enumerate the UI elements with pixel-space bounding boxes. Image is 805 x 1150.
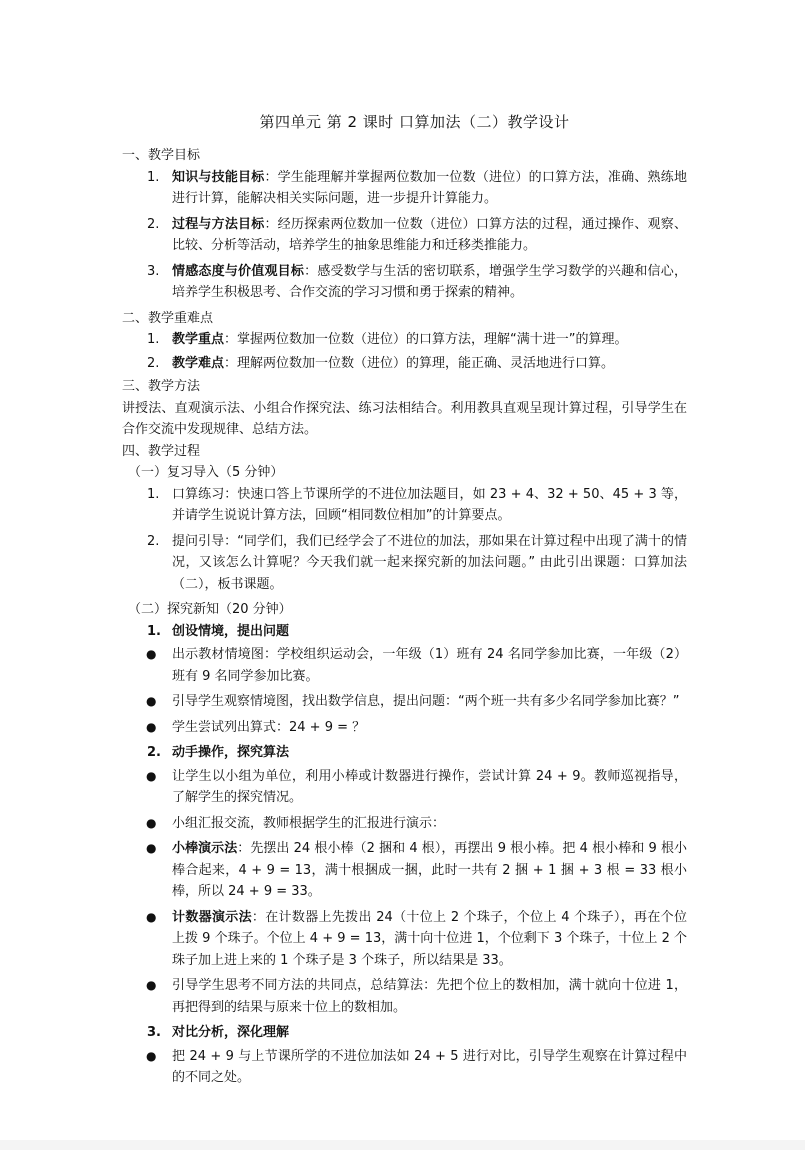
item-label: 过程与方法目标 [172,216,265,232]
bullet-dot-icon: ● [146,841,157,855]
bullet-item [122,691,687,713]
bullet-dot-icon: ● [146,647,157,661]
step-title: 创设情境，提出问题 [172,623,290,639]
subsection-heading-explore: （二）探究新知（20 分钟） [128,602,292,617]
bullet-text: ：在计数器上先拨出 24（十位上 2 个珠子，个位上 4 个珠子），再在个位上拨 9 个珠子。个位上 4 + 9 = 13，满十向十位进 1，个位剩下 3 个珠子，十位上 2 个珠子加上进上来的 1 个珠子是 3 个珠子，所以结果是 33。 [172,909,687,968]
item-text: ：掌握两位数加一位数（进位）的口算方法，理解“满十进一”的算理。 [224,332,628,347]
section-heading-process: 四、教学过程 [122,443,201,459]
step-title: 对比分析，深化理解 [172,1025,290,1040]
list-number: 3. [147,1025,161,1040]
bullet-dot-icon: ● [146,978,157,992]
bullet-item [122,813,687,835]
list-item [122,214,687,257]
list-number: 3. [147,263,160,279]
section-heading-methods: 三、教学方法 [122,379,201,394]
bullet-dot-icon: ● [146,768,157,783]
bullet-item [122,766,687,809]
bullet-label: 小棒演示法 [172,841,238,856]
bullet-text: 把 24 + 9 与上节课所学的不进位加法如 24 + 5 进行对比，引导学生观察在计算过程中的不同之处。 [172,1048,687,1085]
list-item [122,329,687,351]
item-text: ：理解两位数加一位数（进位）的算理，能正确、灵活地进行口算。 [224,355,615,371]
bullet-dot-icon: ● [146,694,157,708]
bullet-label: 计数器演示法 [172,909,252,925]
subsection-heading-review: （一）复习导入（5 分钟） [128,465,284,480]
list-number: 1. [147,169,160,185]
list-item [122,261,687,304]
step-heading [122,742,687,764]
item-text: 口算练习：快速口答上节课所学的不进位加法题目，如 23 + 4、32 + 50、45 + 3 等，并请学生说说计算方法，回顾“相同数位相加”的计算要点。 [172,486,687,523]
list-number: 2. [147,216,160,232]
item-label: 教学重点 [172,332,225,347]
bullet-item [122,907,687,972]
bullet-item [122,975,687,1018]
list-number: 1. [147,486,160,502]
item-text: ：感受数学与生活的密切联系，增强学生学习数学的兴趣和信心，培养学生积极思考、合作交流的学习习惯和勇于探索的精神。 [172,263,687,300]
bullet-text: 学生尝试列出算式：24 + 9 = ？ [172,719,366,735]
item-text: 提问引导：“同学们，我们已经学会了不进位的加法，那如果在计算过程中出现了满十的情况，又该怎么计算呢？今天我们就一起来探究新的加法问题。” 由此引出课题：口算加法（二），板书课题。 [172,533,687,592]
item-label: 教学难点 [172,355,225,371]
item-label: 知识与技能目标 [172,169,265,185]
step-heading [122,1022,687,1044]
bullet-text: 让学生以小组为单位，利用小棒或计数器进行操作，尝试计算 24 + 9。教师巡视指导，了解学生的探究情况。 [172,768,687,805]
bullet-item [122,838,687,903]
bullet-item [122,717,687,739]
list-number: 2. [147,355,160,371]
bullet-dot-icon: ● [146,1048,157,1063]
bullet-dot-icon: ● [146,719,157,734]
bullet-dot-icon: ● [146,815,157,830]
bullet-text: 引导学生思考不同方法的共同点，总结算法：先把个位上的数相加，满十就向十位进 1，再把得到的结果与原来十位上的数相加。 [172,978,687,1015]
document-body [122,111,687,1093]
page-title: 第四单元 第 2 课时 口算加法（二）教学设计 [259,113,570,131]
list-number: 1. [147,623,161,639]
item-text: ：学生能理解并掌握两位数加一位数（进位）的口算方法，准确、熟练地进行计算，能解决相关实际问题，进一步提升计算能力。 [172,169,687,206]
bullet-dot-icon: ● [146,909,157,924]
list-item [122,484,687,527]
step-title: 动手操作，探究算法 [172,745,290,760]
section-heading-goals: 一、教学目标 [122,148,201,163]
methods-paragraph: 讲授法、直观演示法、小组合作探究法、练习法相结合。利用教具直观呈现计算过程，引导学生在合作交流中发现规律、总结方法。 [122,400,687,437]
step-heading [122,621,687,643]
list-number: 2. [147,745,161,760]
bullet-item [122,1046,687,1089]
bullet-text: 出示教材情境图：学校组织运动会，一年级（1）班有 24 名同学参加比赛，一年级（2）班有 9 名同学参加比赛。 [172,647,687,684]
list-item [122,167,687,210]
item-text: ：经历探索两位数加一位数（进位）口算方法的过程，通过操作、观察、比较、分析等活动，培养学生的抽象思维能力和迁移类推能力。 [172,216,687,253]
bullet-text: 引导学生观察情境图，找出数学信息，提出问题：“两个班一共有多少名同学参加比赛？” [172,694,680,709]
section-heading-keypoints: 二、教学重难点 [122,310,214,326]
list-number: 1. [147,332,160,347]
list-item [122,353,687,375]
bullet-text: 小组汇报交流，教师根据学生的汇报进行演示： [172,815,446,831]
item-label: 情感态度与价值观目标 [172,263,305,279]
list-number: 2. [147,533,160,549]
list-item [122,531,687,596]
bullet-item [122,644,687,687]
bullet-text: ：先摆出 24 根小棒（2 捆和 4 根），再摆出 9 根小棒。把 4 根小棒和 9 根小棒合起来，4 + 9 = 13，满十根捆成一捆，此时一共有 2 捆 + 1 捆 + 3 根 = 33 根小棒，所以 24 + 9 = 33。 [172,841,687,899]
